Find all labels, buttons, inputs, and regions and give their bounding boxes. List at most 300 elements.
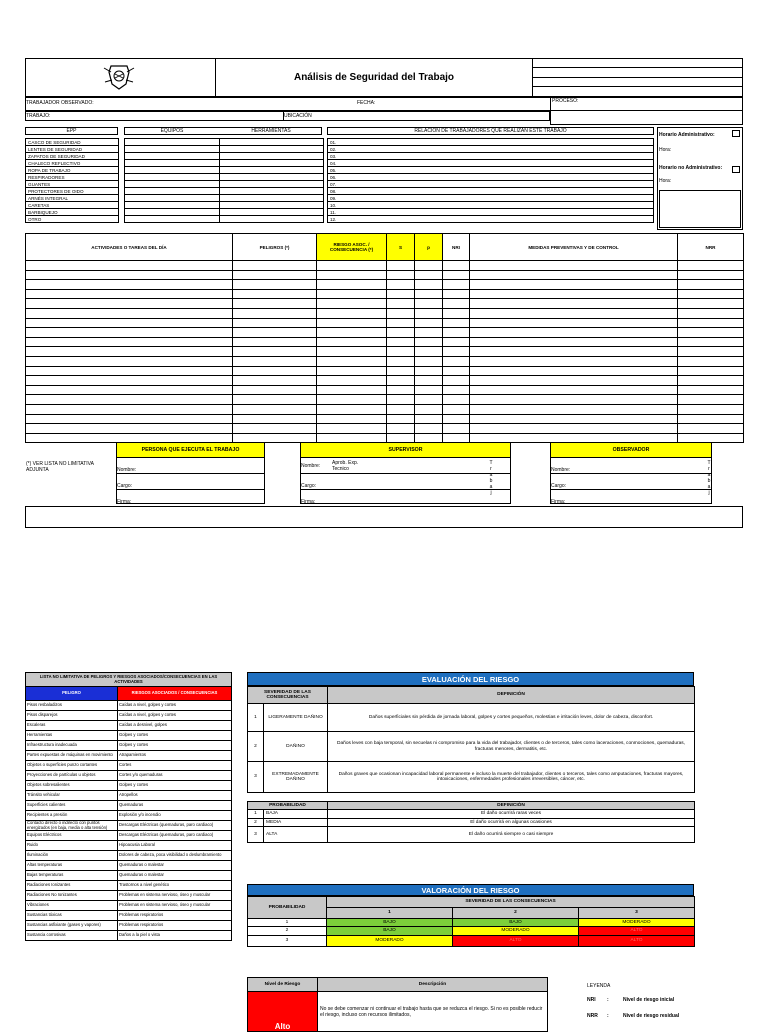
hazard-row [26, 911, 232, 921]
activity-cell[interactable] [678, 299, 744, 309]
epp-item: CARETAS [26, 202, 119, 209]
val-cell: BAJO [453, 919, 579, 927]
severity-level: LIGERAMENTE DAÑINO [264, 704, 328, 732]
activity-cell[interactable] [678, 366, 744, 376]
activity-cell[interactable] [415, 270, 443, 280]
severity-number: 3 [248, 762, 264, 793]
activity-row [26, 366, 744, 376]
activity-cell[interactable] [387, 395, 415, 405]
activity-cell[interactable] [470, 376, 678, 386]
probability-row [248, 827, 695, 843]
risk-level-section [247, 977, 547, 1032]
activity-cell[interactable] [233, 328, 317, 338]
worker-number[interactable]: 01. [328, 139, 654, 146]
val-cell: ALTO [579, 927, 695, 935]
activity-cell[interactable] [233, 347, 317, 357]
hazard-row [26, 811, 232, 821]
activity-cell[interactable] [387, 280, 415, 290]
legend-key: NRI [587, 997, 596, 1003]
equipos-cell[interactable] [124, 181, 220, 188]
activity-cell[interactable] [443, 356, 470, 366]
worker-row [328, 181, 654, 188]
activity-cell[interactable] [387, 356, 415, 366]
activity-cell[interactable] [317, 270, 387, 280]
activity-cell[interactable] [233, 366, 317, 376]
worker-number[interactable]: 06. [328, 174, 654, 181]
hazard-name: Radiaciones No Ionizantes [26, 891, 118, 901]
hazard-risk: Hipoacusia Laboral [118, 841, 232, 851]
activity-cell[interactable] [678, 261, 744, 271]
worker-row [328, 139, 654, 146]
activity-cell[interactable] [233, 424, 317, 434]
activity-cell[interactable] [470, 299, 678, 309]
activity-cell[interactable] [317, 299, 387, 309]
activity-cell[interactable] [443, 376, 470, 386]
activity-cell[interactable] [26, 424, 233, 434]
activity-cell[interactable] [415, 356, 443, 366]
hazard-name: Sustancias asfixiante (gases y vapores) [26, 921, 118, 931]
worker-row [328, 216, 654, 223]
activity-row [26, 337, 744, 347]
activity-cell[interactable] [387, 299, 415, 309]
vertical-letter: r [490, 466, 492, 472]
activity-cell[interactable] [678, 404, 744, 414]
herramientas-cell[interactable] [220, 174, 324, 181]
activity-cell[interactable] [233, 376, 317, 386]
activity-cell[interactable] [233, 404, 317, 414]
activity-row [26, 414, 744, 424]
activity-cell[interactable] [387, 308, 415, 318]
activity-row [26, 318, 744, 328]
activity-cell[interactable] [443, 404, 470, 414]
hazard-row [26, 841, 232, 851]
activity-cell[interactable] [26, 404, 233, 414]
hazard-risk: Problemas en sistema nervioso, óseo y muscular [118, 891, 232, 901]
hora-2-label: Hora: [659, 178, 672, 184]
activity-cell[interactable] [26, 376, 233, 386]
activity-cell[interactable] [26, 299, 233, 309]
admin-schedule-checkbox[interactable] [732, 130, 740, 137]
activity-cell[interactable] [317, 261, 387, 271]
hazard-risk: Dolores de cabeza, poca visibilidad o deslumbramiento [118, 851, 232, 861]
activity-cell[interactable] [443, 328, 470, 338]
herramientas-cell[interactable] [220, 216, 324, 223]
herramientas-cell[interactable] [220, 139, 324, 146]
equipos-cell[interactable] [124, 195, 220, 202]
activity-cell[interactable] [443, 366, 470, 376]
worker-number[interactable]: 12. [328, 216, 654, 223]
herramientas-cell[interactable] [220, 160, 324, 167]
activity-cell[interactable] [443, 289, 470, 299]
activity-cell[interactable] [317, 356, 387, 366]
hazard-name: Iluminación [26, 851, 118, 861]
activity-cell[interactable] [470, 356, 678, 366]
legend-items [587, 997, 747, 1029]
non-admin-schedule-checkbox[interactable] [732, 166, 740, 173]
vertical-letter: a [707, 472, 711, 478]
col-s: S [387, 234, 415, 261]
hazard-list-title: LISTA NO LIMITATIVA DE PELIGROS Y RIESGOS ASOCIADOS/CONSECUENCIAS EN LAS ACTIVIDADES [26, 673, 232, 687]
activity-cell[interactable] [233, 356, 317, 366]
activity-cell[interactable] [415, 347, 443, 357]
activity-cell[interactable] [470, 270, 678, 280]
activity-cell[interactable] [470, 404, 678, 414]
hazard-row [26, 721, 232, 731]
activity-cell[interactable] [443, 270, 470, 280]
activity-cell[interactable] [678, 356, 744, 366]
severity-level: EXTREMADAMENTE DAÑINO [264, 762, 328, 793]
activity-cell[interactable] [443, 414, 470, 424]
equipos-cell[interactable] [124, 188, 220, 195]
observer-name: Nombre: [551, 467, 571, 473]
val-col-number: 1 [327, 908, 453, 919]
page-title: Análisis de Seguridad del Trabajo [293, 72, 455, 83]
severity-row [248, 704, 695, 732]
activity-cell[interactable] [317, 328, 387, 338]
executor-block [116, 442, 265, 504]
activity-cell[interactable] [415, 299, 443, 309]
equipos-cell[interactable] [124, 209, 220, 216]
activity-cell[interactable] [415, 261, 443, 271]
activity-cell[interactable] [26, 308, 233, 318]
activity-cell[interactable] [26, 347, 233, 357]
activity-cell[interactable] [317, 347, 387, 357]
activity-cell[interactable] [26, 414, 233, 424]
activity-cell[interactable] [678, 289, 744, 299]
supervisor-signature: Firma: [301, 499, 316, 505]
activity-row [26, 299, 744, 309]
epp-row [26, 188, 324, 195]
severity-definition: Daños graves que ocasionan incapacidad laboral permanente e incluso la muerte del trabajador, clientes o terceros, tales como amputaciones, fracturas mayores, intoxicaciones, enfermedades profesionales irreversibles, cáncer, etc. [328, 762, 695, 793]
activity-cell[interactable] [317, 280, 387, 290]
col-measures: MEDIDAS PREVENTIVAS Y DE CONTROL [470, 234, 678, 261]
activity-cell[interactable] [415, 376, 443, 386]
activity-row [26, 395, 744, 405]
herramientas-cell[interactable] [220, 195, 324, 202]
activity-cell[interactable] [387, 404, 415, 414]
activity-cell[interactable] [387, 424, 415, 434]
equipos-cell[interactable] [124, 139, 220, 146]
epp-row [26, 167, 324, 174]
hazard-name: Recipientes a presión [26, 811, 118, 821]
activity-cell[interactable] [317, 376, 387, 386]
activity-cell[interactable] [443, 261, 470, 271]
schedule-blank-box[interactable] [659, 190, 741, 228]
activity-cell[interactable] [415, 424, 443, 434]
activity-cell[interactable] [233, 337, 317, 347]
hazard-name: Altas temperaturas [26, 861, 118, 871]
activity-cell[interactable] [387, 270, 415, 280]
activity-cell[interactable] [317, 395, 387, 405]
hazard-risk: Problemas respiratorios [118, 921, 232, 931]
hazard-row [26, 921, 232, 931]
epp-item: GUANTES [26, 181, 119, 188]
activity-cell[interactable] [387, 376, 415, 386]
herramientas-cell[interactable] [220, 209, 324, 216]
activity-cell[interactable] [233, 308, 317, 318]
header-side-boxes [532, 58, 743, 97]
herramientas-cell[interactable] [220, 153, 324, 160]
epp-list [25, 138, 324, 223]
hazard-name: Objetos sobresalientes [26, 781, 118, 791]
equipos-cell[interactable] [124, 167, 220, 174]
col-nri: NRI [443, 234, 470, 261]
activity-cell[interactable] [678, 347, 744, 357]
activity-cell[interactable] [317, 414, 387, 424]
activity-cell[interactable] [415, 414, 443, 424]
comments-box[interactable] [25, 506, 743, 528]
equipos-cell[interactable] [124, 160, 220, 167]
epp-row [26, 174, 324, 181]
activity-cell[interactable] [233, 299, 317, 309]
activity-cell[interactable] [443, 347, 470, 357]
worker-row [328, 153, 654, 160]
worker-number[interactable]: 07. [328, 181, 654, 188]
worker-number[interactable]: 11. [328, 209, 654, 216]
activity-cell[interactable] [233, 289, 317, 299]
hazard-row [26, 711, 232, 721]
activity-cell[interactable] [233, 270, 317, 280]
activity-cell[interactable] [678, 308, 744, 318]
activity-cell[interactable] [415, 308, 443, 318]
activity-cell[interactable] [678, 414, 744, 424]
supervisor-name: Nombre: [301, 463, 321, 469]
activity-cell[interactable] [317, 366, 387, 376]
hazard-risk: Problemas en sistema nervioso, óseo y muscular [118, 901, 232, 911]
observer-header: OBSERVADOR [550, 442, 712, 458]
activities-table [25, 233, 743, 443]
activity-cell[interactable] [233, 414, 317, 424]
worker-number[interactable]: 05. [328, 167, 654, 174]
herramientas-cell[interactable] [220, 167, 324, 174]
val-prob-header: PROBABILIDAD [248, 897, 327, 919]
hazard-name: Equipos Eléctricos [26, 831, 118, 841]
activity-cell[interactable] [415, 385, 443, 395]
activity-cell[interactable] [317, 308, 387, 318]
activity-cell[interactable] [387, 347, 415, 357]
vertical-letter: b [489, 478, 493, 484]
probability-row [248, 818, 695, 826]
activity-cell[interactable] [26, 366, 233, 376]
probability-level: MEDIA [264, 818, 328, 826]
activity-cell[interactable] [470, 337, 678, 347]
activity-cell[interactable] [443, 424, 470, 434]
vertical-letter: r [708, 466, 710, 472]
workers-list [327, 138, 654, 223]
activity-cell[interactable] [233, 385, 317, 395]
activity-cell[interactable] [678, 337, 744, 347]
probability-number: 3 [248, 827, 264, 843]
vertical-letter: a [489, 472, 493, 478]
hazard-row [26, 851, 232, 861]
equipos-cell[interactable] [124, 174, 220, 181]
activity-cell[interactable] [678, 395, 744, 405]
activity-cell[interactable] [26, 280, 233, 290]
hazard-name: Radiaciones Ionizantes [26, 881, 118, 891]
herramientas-cell[interactable] [220, 146, 324, 153]
activity-cell[interactable] [317, 318, 387, 328]
probability-level: BAJA [264, 810, 328, 818]
activity-cell[interactable] [26, 270, 233, 280]
process-cell[interactable] [550, 97, 743, 125]
activity-cell[interactable] [443, 299, 470, 309]
activity-cell[interactable] [678, 328, 744, 338]
activity-cell[interactable] [470, 366, 678, 376]
activity-cell[interactable] [387, 414, 415, 424]
worker-number[interactable]: 09. [328, 195, 654, 202]
hazard-row [26, 771, 232, 781]
observer-signature: Firma: [551, 499, 566, 505]
activity-cell[interactable] [470, 289, 678, 299]
hazard-row [26, 871, 232, 881]
activity-cell[interactable] [470, 318, 678, 328]
activity-cell[interactable] [415, 337, 443, 347]
activity-cell[interactable] [470, 308, 678, 318]
activity-cell[interactable] [387, 328, 415, 338]
activity-cell[interactable] [415, 366, 443, 376]
severity-level: DAÑINO [264, 732, 328, 762]
activity-cell[interactable] [415, 289, 443, 299]
activity-cell[interactable] [26, 261, 233, 271]
val-sev-header: SEVERIDAD DE LAS CONSECUENCIAS [327, 897, 695, 908]
activity-cell[interactable] [387, 261, 415, 271]
activity-cell[interactable] [387, 318, 415, 328]
activity-cell[interactable] [415, 318, 443, 328]
activity-cell[interactable] [443, 337, 470, 347]
activity-cell[interactable] [26, 289, 233, 299]
activity-cell[interactable] [470, 280, 678, 290]
hazard-row [26, 901, 232, 911]
hazard-risk: Daños a la piel o vista [118, 931, 232, 941]
definition-header: DEFINICIÓN [328, 687, 695, 704]
activity-cell[interactable] [317, 337, 387, 347]
activity-cell[interactable] [317, 404, 387, 414]
supervisor-vertical-text [487, 460, 495, 496]
activity-cell[interactable] [233, 261, 317, 271]
worker-number[interactable]: 04. [328, 160, 654, 167]
valuation-row [248, 919, 695, 927]
col-risk: RIESGO ASOC. / CONSECUENCIA (*) [317, 234, 387, 261]
vertical-letter: T [707, 460, 711, 466]
hazard-name: Infraestructura inadecuada [26, 741, 118, 751]
activity-cell[interactable] [443, 308, 470, 318]
activity-cell[interactable] [233, 395, 317, 405]
equipos-cell[interactable] [124, 202, 220, 209]
epp-row [26, 181, 324, 188]
activity-cell[interactable] [470, 385, 678, 395]
hazard-name: Tránsito vehicular [26, 791, 118, 801]
activity-cell[interactable] [678, 270, 744, 280]
herramientas-cell[interactable] [220, 202, 324, 209]
activity-cell[interactable] [415, 328, 443, 338]
equipos-cell[interactable] [124, 216, 220, 223]
val-cell: MODERADO [579, 919, 695, 927]
worker-row [328, 202, 654, 209]
activity-cell[interactable] [317, 424, 387, 434]
activity-cell[interactable] [678, 280, 744, 290]
activity-cell[interactable] [415, 404, 443, 414]
activity-cell[interactable] [443, 280, 470, 290]
epp-row [26, 202, 324, 209]
activity-cell[interactable] [26, 318, 233, 328]
activity-cell[interactable] [470, 347, 678, 357]
activity-cell[interactable] [317, 385, 387, 395]
severity-row [248, 732, 695, 762]
worker-number[interactable]: 03. [328, 153, 654, 160]
activity-cell[interactable] [470, 395, 678, 405]
severity-number: 2 [248, 732, 264, 762]
herramientas-cell[interactable] [220, 188, 324, 195]
activity-cell[interactable] [443, 385, 470, 395]
hazard-name: Sustancias tóxicas [26, 911, 118, 921]
hazard-row [26, 741, 232, 751]
epp-item: ARNÉS INTEGRAL [26, 195, 119, 202]
epp-item: ZAPATOS DE SEGURIDAD [26, 153, 119, 160]
activity-cell[interactable] [470, 261, 678, 271]
herramientas-cell[interactable] [220, 181, 324, 188]
activity-cell[interactable] [387, 366, 415, 376]
activity-cell[interactable] [443, 318, 470, 328]
activity-cell[interactable] [387, 385, 415, 395]
hazard-risk: Golpes y cortes [118, 741, 232, 751]
epp-item: ROPA DE TRABAJO [26, 167, 119, 174]
hazard-risk: Cortes y/o quemaduras [118, 771, 232, 781]
activity-cell[interactable] [26, 356, 233, 366]
hazard-row [26, 701, 232, 711]
val-cell: ALTO [453, 935, 579, 946]
hazard-risk: Golpes y cortes [118, 731, 232, 741]
hazard-risk: Caídas a nivel, golpes y cortes [118, 711, 232, 721]
activity-cell[interactable] [387, 337, 415, 347]
worker-number[interactable]: 02. [328, 146, 654, 153]
equipos-cell[interactable] [124, 153, 220, 160]
activity-row [26, 328, 744, 338]
severity-definition: Daños superficiales sin pérdida de jornada laboral, golpes y cortes pequeños, molestias e irritación leves, dolor de cabeza, disconfort. [328, 704, 695, 732]
activity-cell[interactable] [678, 376, 744, 386]
epp-label: EPP [66, 128, 77, 134]
activity-cell[interactable] [233, 318, 317, 328]
hazard-name: Objetos o superficies punzo cortantes [26, 761, 118, 771]
activity-cell[interactable] [470, 328, 678, 338]
equipos-cell[interactable] [124, 146, 220, 153]
hazard-name: Proyecciones de partículas u objetos [26, 771, 118, 781]
activity-cell[interactable] [387, 289, 415, 299]
activity-cell[interactable] [678, 385, 744, 395]
activity-cell[interactable] [233, 280, 317, 290]
activity-cell[interactable] [678, 424, 744, 434]
activity-cell[interactable] [26, 328, 233, 338]
col-nrr: NRR [678, 234, 744, 261]
activity-cell[interactable] [317, 289, 387, 299]
activity-row [26, 404, 744, 414]
activity-cell[interactable] [470, 424, 678, 434]
hazard-row [26, 751, 232, 761]
activity-cell[interactable] [26, 395, 233, 405]
risk-level-high: Alto [248, 992, 318, 1032]
vertical-letter: b [707, 478, 711, 484]
activity-cell[interactable] [415, 395, 443, 405]
activity-cell[interactable] [470, 414, 678, 424]
activity-cell[interactable] [415, 280, 443, 290]
severity-definition: Daños leves con baja temporal, sin secuelas ni compromiso para la vida del trabajador, clientes o de terceros, tales como laceraciones, conmociones, quemaduras, fracturas menores, dermatitis, etc. [328, 732, 695, 762]
activity-cell[interactable] [26, 385, 233, 395]
executor-signature: Firma: [117, 499, 132, 505]
worker-number[interactable]: 08. [328, 188, 654, 195]
activity-cell[interactable] [26, 337, 233, 347]
activity-cell[interactable] [443, 395, 470, 405]
worker-number[interactable]: 10. [328, 202, 654, 209]
activity-cell[interactable] [678, 318, 744, 328]
